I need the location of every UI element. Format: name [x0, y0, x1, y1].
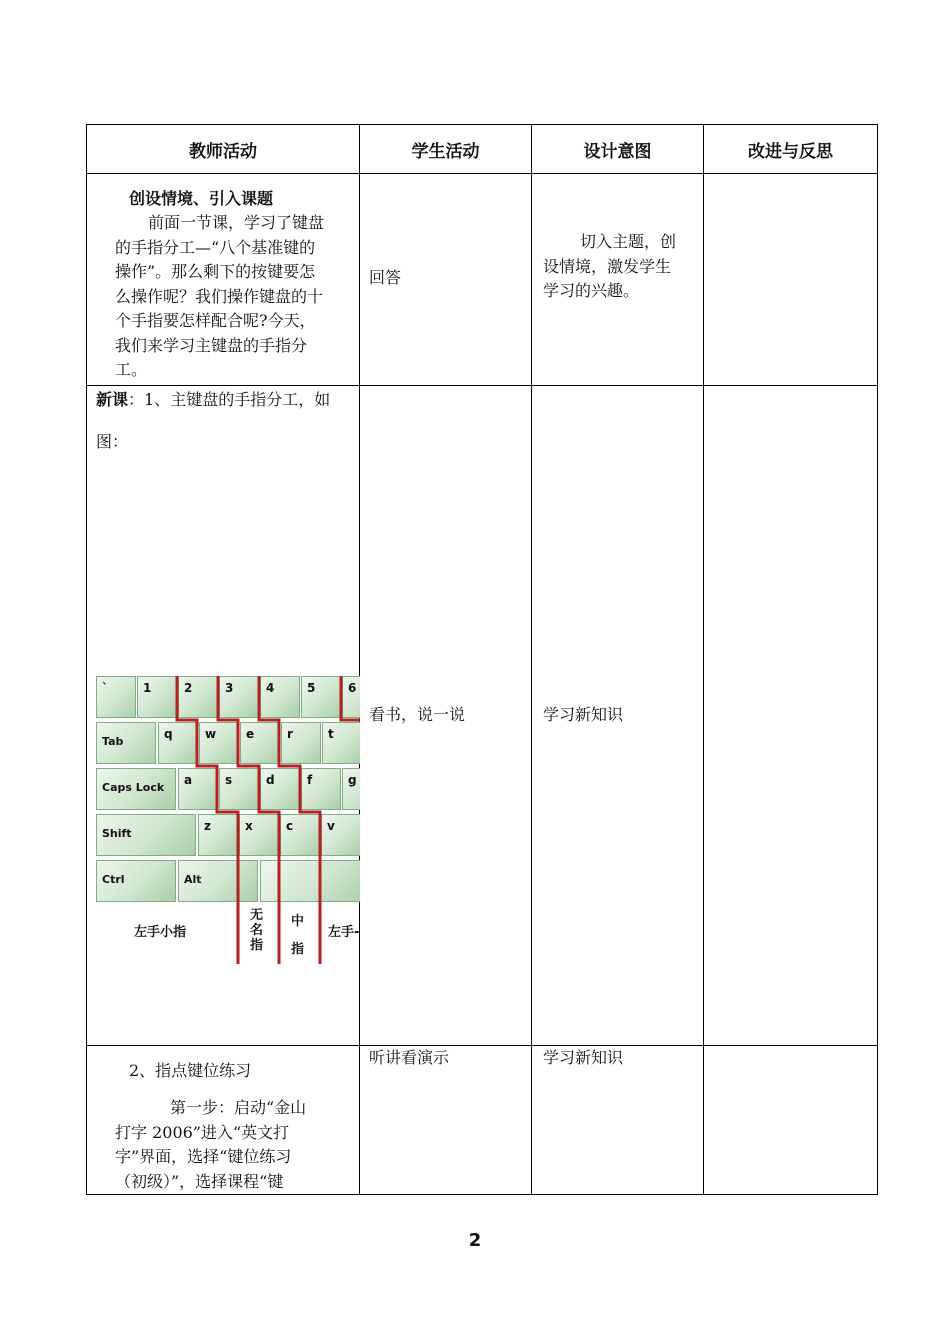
new-lesson-line — [96, 386, 359, 414]
header-student-activity: 学生活动 — [360, 125, 532, 174]
text-line: 个手指要怎样配合呢?今天， — [115, 311, 316, 330]
table-row — [87, 174, 878, 386]
key-f: f — [301, 768, 341, 810]
header-improvement-reflection: 改进与反思 — [704, 125, 878, 174]
key-5: 5 — [301, 676, 341, 718]
label-left-index: 左手‑ — [328, 925, 360, 940]
student-answer-text: 回答 — [369, 268, 402, 287]
text-line: 学习的兴趣。 — [543, 281, 640, 300]
key-backtick: ` — [96, 676, 136, 718]
cell-design-newlesson — [532, 386, 704, 1046]
label-ring-finger: 无 名 指 — [250, 908, 264, 953]
text-line: 前面一节课，学习了键盘 — [148, 213, 325, 232]
student-listen-text: 听讲看演示 — [369, 1048, 450, 1067]
text-line: 第一步：启动“金山 — [170, 1098, 307, 1117]
key-z: z — [198, 814, 238, 856]
text-line: 打字 2006”进入“英文打 — [115, 1122, 290, 1142]
text-line: 我们来学习主键盘的手指分 — [115, 335, 308, 355]
new-lesson-label: 新课 — [96, 390, 129, 409]
cell-design-intro — [532, 174, 704, 386]
design-practice-text: 学习新知识 — [543, 1048, 624, 1067]
text-line: 设情境，激发学生 — [543, 256, 672, 276]
key-g: g — [342, 768, 360, 810]
key-a: a — [178, 768, 218, 810]
key-2: 2 — [178, 676, 218, 718]
text-line: 操作”。那么剩下的按键要怎 — [115, 262, 316, 281]
design-intent-text — [532, 174, 703, 304]
key-tab: Tab — [96, 722, 156, 764]
label-left-pinky: 左手小指 — [134, 925, 187, 940]
header-teacher-activity: 教师活动 — [87, 125, 360, 174]
key-caps-lock: Caps Lock — [96, 768, 176, 810]
table-row — [87, 1046, 878, 1195]
new-lesson-text: ：1、主键盘的手指分工，如 — [128, 390, 331, 409]
cell-design-practice — [532, 1046, 704, 1195]
key-1: 1 — [137, 676, 177, 718]
section-title: 创设情境、引入课题 — [129, 189, 274, 208]
new-lesson-text-2: 图： — [96, 432, 129, 451]
cell-teacher-practice — [87, 1046, 360, 1195]
key-e: e — [240, 722, 280, 764]
key-x: x — [239, 814, 279, 856]
header-design-intent: 设计意图 — [532, 125, 704, 174]
cell-teacher-intro — [87, 174, 360, 386]
key-q: q — [158, 722, 198, 764]
key-t: t — [322, 722, 360, 764]
key-6: 6 — [342, 676, 360, 718]
text-line: 的手指分工—“八个基准键的 — [115, 237, 316, 257]
lesson-table — [86, 124, 878, 1195]
practice-title: 2、指点键位练习 — [129, 1061, 252, 1080]
divider-index-right — [341, 676, 360, 720]
key-s: s — [219, 768, 259, 810]
cell-reflection-2 — [704, 386, 878, 1046]
intro-paragraph — [115, 211, 359, 383]
text-line: 么操作呢？我们操作键盘的十 — [115, 286, 324, 306]
key-shift: Shift — [96, 814, 196, 856]
key-ctrl: Ctrl — [96, 860, 176, 902]
key-v: v — [321, 814, 360, 856]
text-line: 字”界面，选择“键位练习 — [115, 1147, 292, 1166]
divider-middle-index — [259, 676, 320, 964]
table-header-row — [87, 125, 878, 174]
cell-student-answer — [360, 174, 532, 386]
cell-teacher-newlesson — [87, 386, 360, 1046]
text-line: 工。 — [115, 360, 148, 379]
text-line: 切入主题，创 — [580, 232, 677, 251]
key-c: c — [280, 814, 320, 856]
page-number: 2 — [468, 1230, 482, 1251]
table-row — [87, 386, 878, 1046]
cell-student-read — [360, 386, 532, 1046]
keyboard-finger-diagram — [96, 676, 360, 964]
cell-reflection-3 — [704, 1046, 878, 1195]
key-3: 3 — [219, 676, 259, 718]
text-line: （初级）”，选择课程“键 — [115, 1171, 284, 1191]
design-new-knowledge-text: 学习新知识 — [543, 705, 624, 724]
cell-reflection-1 — [704, 174, 878, 386]
label-middle-finger: 中 指 — [291, 914, 305, 957]
cell-student-listen — [360, 1046, 532, 1195]
student-read-text: 看书，说一说 — [369, 705, 466, 724]
key-4: 4 — [260, 676, 300, 718]
key-r: r — [281, 722, 321, 764]
key-w: w — [199, 722, 239, 764]
key-d: d — [260, 768, 300, 810]
key-alt: Alt — [178, 860, 258, 902]
